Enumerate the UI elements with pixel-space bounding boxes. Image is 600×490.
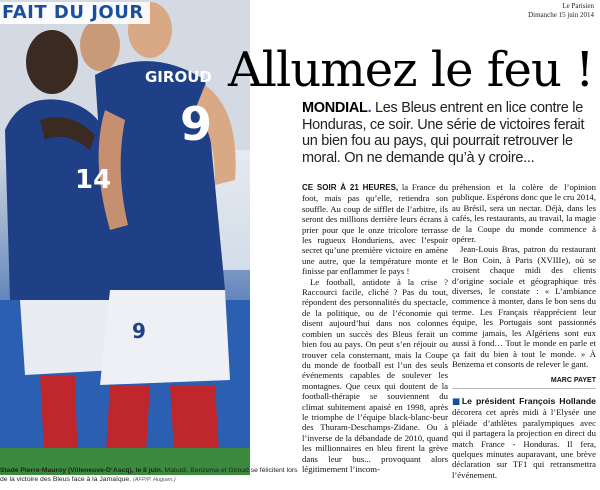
newspaper-folio (528, 2, 594, 20)
photo-caption (0, 466, 298, 485)
article-paragraph: Jean-Louis Bras, patron du restaurant le Bon Coin, à Paris (XVIIIe), où se croisent chaque midi des clients d’origine sociale et géographique très diverses, le constate : « L’ambiance commence à monter, dans le bon sens du terme. Les Français réapprécient leur équipe, les Portugais sont passionnés comme jamais, les Algériens sont eux aussi à fond… Tout le monde en parle et ça fait du bien à tout le monde. » À Benzema et consorts de relever le gant. (452, 244, 596, 369)
players-illustration (0, 0, 250, 475)
newspaper-name: Le Parisien (562, 2, 594, 10)
author-signature: MARC PAYET (550, 377, 596, 384)
giroud-shorts (100, 290, 230, 385)
square-bullet-icon: ■ (452, 397, 462, 407)
team-photo (0, 0, 250, 475)
brief-bold-lead: Le président François Hollande (461, 396, 596, 406)
giroud-name-text: GIROUD (145, 68, 212, 86)
sidebar-brief (452, 396, 596, 486)
newspaper-date: Dimanche 15 juin 2014 (528, 11, 594, 19)
article-paragraph: Le football, antidote à la crise ? Raccourci facile, cliché ? Pas du tout, répondent des personnalités du spectacle, de la politique, ou de l’économie qui disent aujourd’hui dans nos colonnes combien un succès des Bleus ferait un bien fou au pays. On peut s’en réjouir ou trouver cela consternant, mais la Coupe du monde de football est l’un des seuls événements capables de soulever les montagnes. Que ceux qui doutent de la football-thérapie se souviennent du climat subitement apaisé en 1998, après le triomphe de l’équipe black-blanc-beur des Thuram-Deschamps-Zidane. Ou à l’inverse de la débandade de 2010, quand les millionnaires en bleu firent la grève dans leur bus... provoquant alors légitimement l’incom- (302, 276, 448, 474)
lead-text: Les Bleus entrent en lice contre le Honduras, ce soir. Une série de victoires ferait un bien fou au pays, qui pourrait retrouver le moral. On ne demande qu’à y croire... (302, 100, 585, 166)
brief-paragraph (452, 396, 596, 480)
caption-text: Matuidi, Benzema et Giroud se félicitent lors de la victoire des Bleus face à la Jamaïque. (0, 467, 298, 483)
article-paragraph-text: la France du foot, mais pas qu’elle, retiendra son souffle. Au coup de sifflet de l’arbitre, ils seront des millions derrière leurs écrans à prier pour que le onze tricolore terrasse les rugueux Honduriens, avec l’espoir secret qu’une première victoire en amène une autre, que la température monte et finisse par enflammer le pays ! (302, 182, 448, 277)
lead-kicker: MONDIAL (302, 100, 368, 116)
article-column-left (302, 182, 448, 482)
section-tab: FAIT DU JOUR (0, 2, 150, 24)
shorts-number-text: 9 (132, 319, 146, 343)
caption-location: Stade Pierre-Mauroy (Villeneuve-D’Ascq), le 8 juin. (0, 467, 163, 474)
matuidi-shorts (20, 300, 115, 375)
lead-paragraph (302, 100, 596, 166)
benzema-head (80, 19, 120, 71)
lead-kicker-dot: . (367, 100, 372, 116)
giroud-number-text: 9 (180, 97, 213, 151)
headline: Allumez le feu ! (228, 42, 594, 98)
article-paragraph (302, 182, 448, 277)
article-lede-caps: CE SOIR À 21 HEURES, (302, 183, 399, 192)
matuidi-number-text: 14 (75, 165, 112, 195)
caption-credit: (AFP/P. Huguen.) (133, 477, 176, 483)
brief-text: décorera cet après midi à l’Elysée une pléiade d’athlètes paralympiques avec qui il partagera la projection en direct du match France - Honduras. Il fera, quelques minutes auparavant, une brève déclaration sur TF1 qui retransmettra l’événement. (452, 407, 596, 480)
matuidi-head (26, 30, 78, 94)
article-column-right (452, 182, 596, 392)
divider (452, 388, 596, 389)
article-paragraph: préhension et la colère de l’opinion publique. Espérons donc que le cru 2014, au Brésil, sera un nectar. Déjà, dans les cafés, les restaurants, au travail, la magie de la Coupe du monde commence à opérer. (452, 182, 596, 245)
